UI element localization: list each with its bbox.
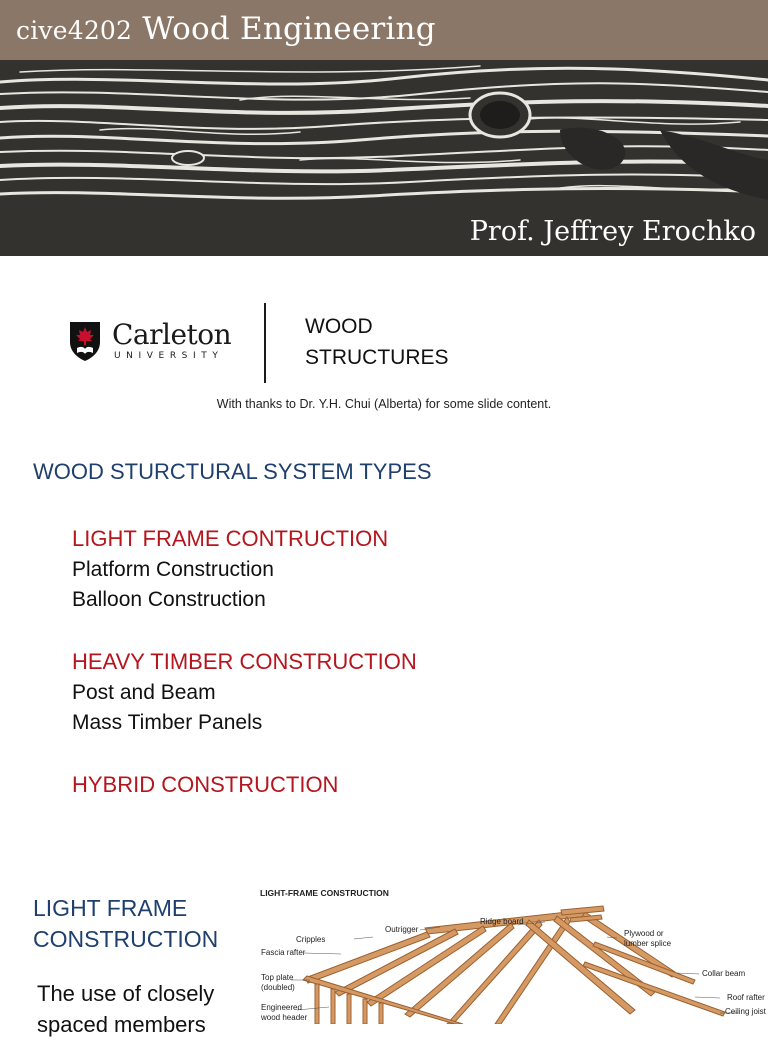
acknowledgement-text: With thanks to Dr. Y.H. Chui (Alberta) for some slide content. bbox=[216, 397, 552, 411]
label-top-plate-line1: Top plate bbox=[261, 973, 294, 982]
light-frame-framing-illustration bbox=[255, 882, 768, 1024]
light-frame-heading-line2: CONSTRUCTION bbox=[33, 926, 219, 952]
label-plywood bbox=[624, 929, 671, 948]
logo-wordmark: Carleton bbox=[112, 318, 232, 351]
light-frame-heading bbox=[33, 893, 218, 955]
label-outrigger: Outrigger bbox=[385, 925, 419, 934]
light-frame-heading-line1: LIGHT FRAME bbox=[33, 895, 188, 921]
carleton-logo bbox=[68, 318, 238, 366]
course-title-bar bbox=[0, 0, 768, 60]
label-engineered-header-line1: Engineered bbox=[261, 1003, 302, 1012]
logo-divider bbox=[264, 303, 266, 383]
label-engineered-header-line2: wood header bbox=[261, 1012, 308, 1022]
light-frame-figure bbox=[255, 882, 768, 1024]
section-hybrid-title: HYBRID CONSTRUCTION bbox=[72, 772, 339, 797]
label-ceiling-joist: Ceiling joist bbox=[725, 1007, 766, 1016]
section-light-frame-title: LIGHT FRAME CONTRUCTION bbox=[72, 526, 389, 551]
light-frame-body-line2: spaced members bbox=[37, 1012, 206, 1037]
light-frame-body-line1: The use of closely bbox=[37, 981, 215, 1006]
label-cripples: Cripples bbox=[296, 935, 326, 944]
system-types-heading: WOOD STURCTURAL SYSTEM TYPES bbox=[33, 459, 432, 484]
label-top-plate bbox=[261, 973, 295, 992]
course-title bbox=[16, 11, 436, 47]
label-collar-beam: Collar beam bbox=[702, 969, 746, 978]
slide-title-line1: WOOD bbox=[305, 315, 373, 338]
light-frame-body bbox=[37, 978, 247, 1040]
label-top-plate-line2: (doubled) bbox=[261, 982, 295, 992]
course-code: cive4202 bbox=[16, 16, 133, 45]
label-roof-rafter: Roof rafter bbox=[727, 993, 765, 1002]
slide-title bbox=[305, 311, 449, 373]
figure-title: LIGHT-FRAME CONSTRUCTION bbox=[260, 888, 389, 898]
wood-grain-banner bbox=[0, 60, 768, 256]
list-item: Balloon Construction bbox=[72, 588, 266, 611]
label-engineered-header bbox=[261, 1003, 307, 1022]
list-item: Post and Beam bbox=[72, 681, 216, 704]
logo-subtitle: UNIVERSITY bbox=[114, 351, 224, 361]
list-item: Mass Timber Panels bbox=[72, 711, 263, 734]
section-heavy-timber-title: HEAVY TIMBER CONSTRUCTION bbox=[72, 649, 417, 674]
label-ridge-board: Ridge board bbox=[480, 917, 524, 926]
slide-title-line2: STRUCTURES bbox=[305, 346, 449, 369]
label-fascia-rafter: Fascia rafter bbox=[261, 948, 306, 957]
carleton-shield-icon bbox=[68, 320, 102, 362]
list-item: Platform Construction bbox=[72, 558, 274, 581]
course-name: Wood Engineering bbox=[142, 11, 436, 47]
label-plywood-line1: Plywood or bbox=[624, 929, 664, 938]
professor-name: Prof. Jeffrey Erochko bbox=[469, 216, 756, 247]
label-plywood-line2: lumber splice bbox=[624, 938, 672, 948]
